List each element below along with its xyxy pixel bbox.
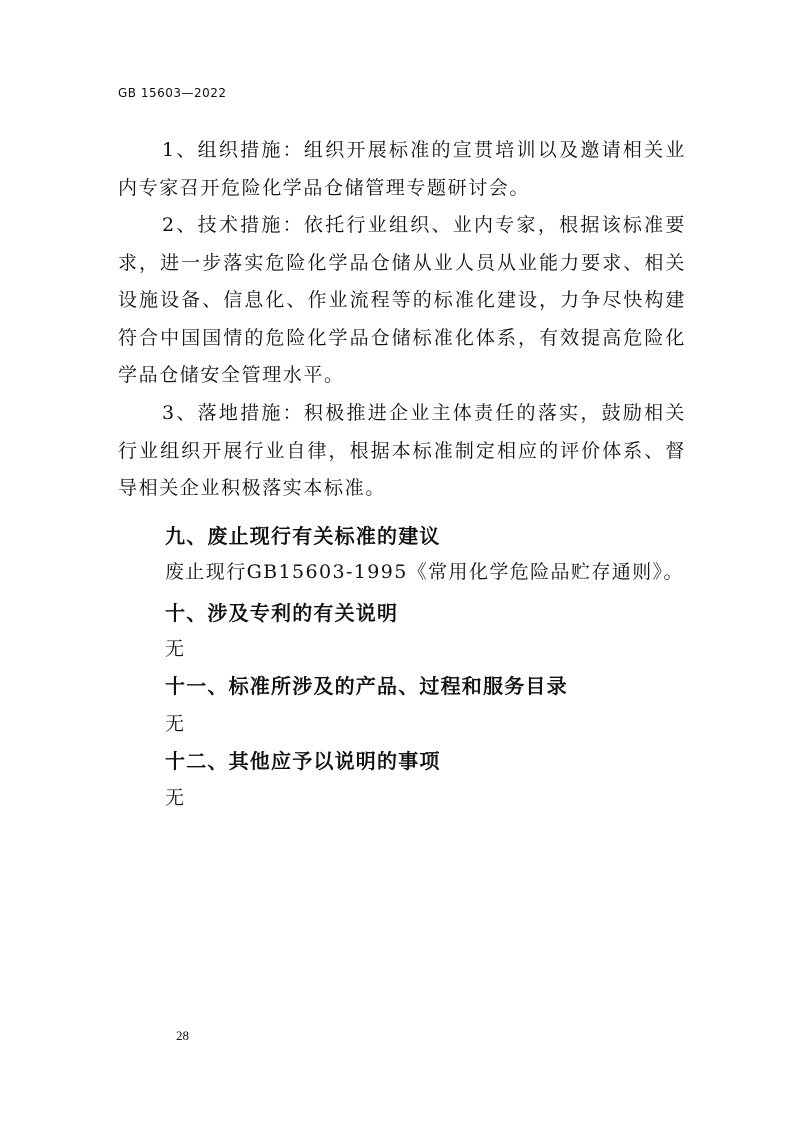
section-9-content: 废止现行GB15603-1995《常用化学危险品贮存通则》。	[165, 561, 684, 583]
section-9-heading: 九、废止现行有关标准的建议	[165, 524, 441, 548]
section-12-heading: 十二、其他应予以说明的事项	[165, 749, 441, 773]
section-10-heading: 十、涉及专利的有关说明	[165, 601, 399, 625]
measure-implementation: 3、落地措施：积极推进企业主体责任的落实，鼓励相关行业组织开展行业自律，根据本标准制定相应的评价体系、督导相关企业积极落实本标准。	[118, 402, 686, 499]
measure-technical: 2、技术措施：依托行业组织、业内专家，根据该标准要求，进一步落实危险化学品仓储从业人员从业能力要求、相关设施设备、信息化、作业流程等的标准化建设，力争尽快构建符合中国国情的危险化学品仓储标准化体系，有效提高危险化学品仓储安全管理水平。	[118, 214, 686, 386]
page-number: 28	[176, 1028, 189, 1043]
standard-code-header: GB 15603—2022	[118, 86, 227, 100]
section-11-content: 无	[165, 713, 186, 735]
measure-organizational: 1、组织措施：组织开展标准的宣贯培训以及邀请相关业内专家召开危险化学品仓储管理专题研讨会。	[118, 139, 686, 199]
section-12-content: 无	[165, 787, 186, 809]
section-10-content: 无	[165, 638, 186, 660]
section-11-heading: 十一、标准所涉及的产品、过程和服务目录	[165, 674, 568, 698]
